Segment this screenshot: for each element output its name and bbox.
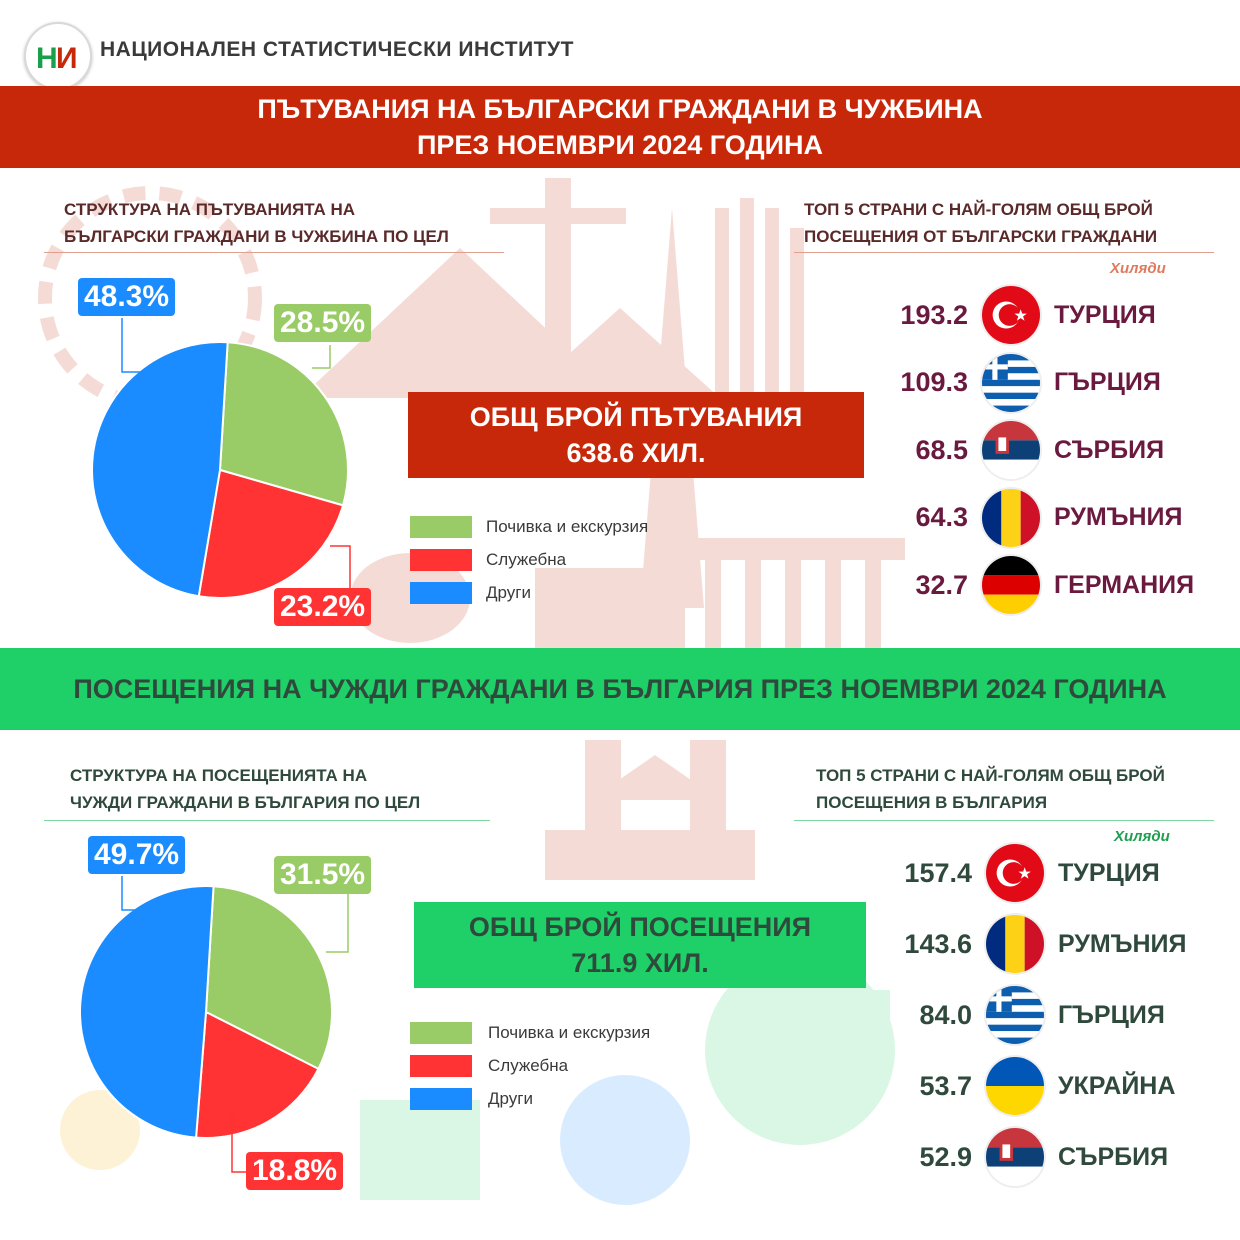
bottom-structure-title-line1: СТРУКТУРА НА ПОСЕЩЕНИЯТА НА: [70, 766, 368, 785]
country-name: СЪРБИЯ: [1058, 1142, 1169, 1171]
top-total-value: 638.6 ХИЛ.: [566, 438, 706, 468]
legend-label: Почивка и екскурзия: [486, 516, 649, 536]
bottom-top5-title-line2: ПОСЕЩЕНИЯ В БЪЛГАРИЯ: [816, 793, 1048, 812]
top-pct-business: 23.2%: [274, 588, 371, 626]
country-value: 193.2: [900, 299, 968, 330]
country-name: СЪРБИЯ: [1054, 435, 1165, 464]
country-value: 84.0: [919, 999, 972, 1030]
turkey-flag-icon: [986, 844, 1044, 902]
legend-item-business: [410, 1049, 650, 1082]
top-units: Хиляди: [1110, 260, 1166, 277]
country-row-greece: [872, 984, 1212, 1046]
legend-label: Служебна: [488, 1055, 569, 1075]
bottom-total-label: ОБЩ БРОЙ ПОСЕЩЕНИЯ: [468, 912, 812, 942]
country-value: 52.9: [919, 1141, 972, 1172]
bottom-legend: [410, 1016, 650, 1115]
legend-swatch: [410, 1022, 472, 1044]
top-structure-title-line2: БЪЛГАРСКИ ГРАЖДАНИ В ЧУЖБИНА ПО ЦЕЛ: [64, 227, 449, 246]
bottom-units: Хиляди: [1114, 828, 1170, 845]
country-value: 157.4: [904, 857, 972, 888]
legend-item-leisure: [410, 1016, 650, 1049]
legend-label: Почивка и екскурзия: [488, 1022, 651, 1042]
legend-label: Други: [488, 1088, 533, 1108]
country-name: РУМЪНИЯ: [1058, 929, 1187, 958]
org-name: НАЦИОНАЛЕН СТАТИСТИЧЕСКИ ИНСТИТУТ: [100, 38, 574, 61]
svg-text:Н: Н: [36, 42, 58, 75]
top-banner-line1: ПЪТУВАНИЯ НА БЪЛГАРСКИ ГРАЖДАНИ В ЧУЖБИНА: [257, 94, 983, 124]
country-name: УКРАЙНА: [1058, 1071, 1176, 1100]
greece-flag-icon: [986, 986, 1044, 1044]
country-value: 53.7: [919, 1070, 972, 1101]
bottom-banner: ПОСЕЩЕНИЯ НА ЧУЖДИ ГРАЖДАНИ В БЪЛГАРИЯ ПРЕЗ НОЕМВРИ 2024 ГОДИНА: [0, 648, 1240, 730]
top-total-label: ОБЩ БРОЙ ПЪТУВАНИЯ: [469, 402, 803, 432]
country-row-serbia: [872, 1126, 1212, 1188]
country-name: ГЪРЦИЯ: [1054, 368, 1161, 396]
svg-text:И: И: [56, 42, 78, 75]
bottom-top5-title-line1: ТОП 5 СТРАНИ С НАЙ-ГОЛЯМ ОБЩ БРОЙ: [816, 766, 1165, 785]
country-name: ТУРЦИЯ: [1054, 300, 1156, 329]
serbia-flag-icon: [986, 1128, 1044, 1186]
romania-flag-icon: [986, 915, 1044, 973]
legend-swatch: [410, 1088, 472, 1110]
top-top5-title-line2: ПОСЕЩЕНИЯ ОТ БЪЛГАРСКИ ГРАЖДАНИ: [804, 227, 1158, 246]
top-pct-other: 48.3%: [78, 278, 175, 316]
country-value: 109.3: [900, 367, 968, 397]
country-name: РУМЪНИЯ: [1054, 503, 1183, 531]
bottom-total-value: 711.9 ХИЛ.: [571, 948, 709, 978]
country-name: ГЕРМАНИЯ: [1054, 570, 1195, 599]
country-row-ukraine: [872, 1055, 1212, 1117]
top-pct-leisure: 28.5%: [274, 304, 371, 342]
top-structure-title-line1: СТРУКТУРА НА ПЪТУВАНИЯТА НА: [64, 200, 356, 219]
country-value: 64.3: [915, 502, 968, 532]
bottom-structure-title-line2: ЧУЖДИ ГРАЖДАНИ В БЪЛГАРИЯ ПО ЦЕЛ: [70, 793, 421, 812]
legend-swatch: [410, 1055, 472, 1077]
country-value: 143.6: [904, 928, 972, 959]
top-banner-line2: ПРЕЗ НОЕМВРИ 2024 ГОДИНА: [416, 130, 824, 160]
legend-item-other: [410, 1082, 650, 1115]
country-row-turkey: [872, 842, 1212, 904]
legend-label: Служебна: [486, 549, 567, 569]
country-value: 68.5: [915, 434, 968, 465]
bottom-pct-business: 18.8%: [246, 1152, 343, 1190]
country-value: 32.7: [915, 569, 968, 600]
bottom-pct-other: 49.7%: [88, 836, 185, 874]
country-name: ТУРЦИЯ: [1058, 858, 1160, 887]
top-top5-title-line1: ТОП 5 СТРАНИ С НАЙ-ГОЛЯМ ОБЩ БРОЙ: [804, 200, 1153, 219]
country-row-romania: [872, 913, 1212, 975]
ukraine-flag-icon: [986, 1057, 1044, 1115]
country-name: ГЪРЦИЯ: [1058, 1000, 1165, 1029]
bottom-pct-leisure: 31.5%: [274, 856, 371, 894]
legend-label: Други: [486, 582, 531, 602]
bottom-total-box: [414, 902, 866, 988]
